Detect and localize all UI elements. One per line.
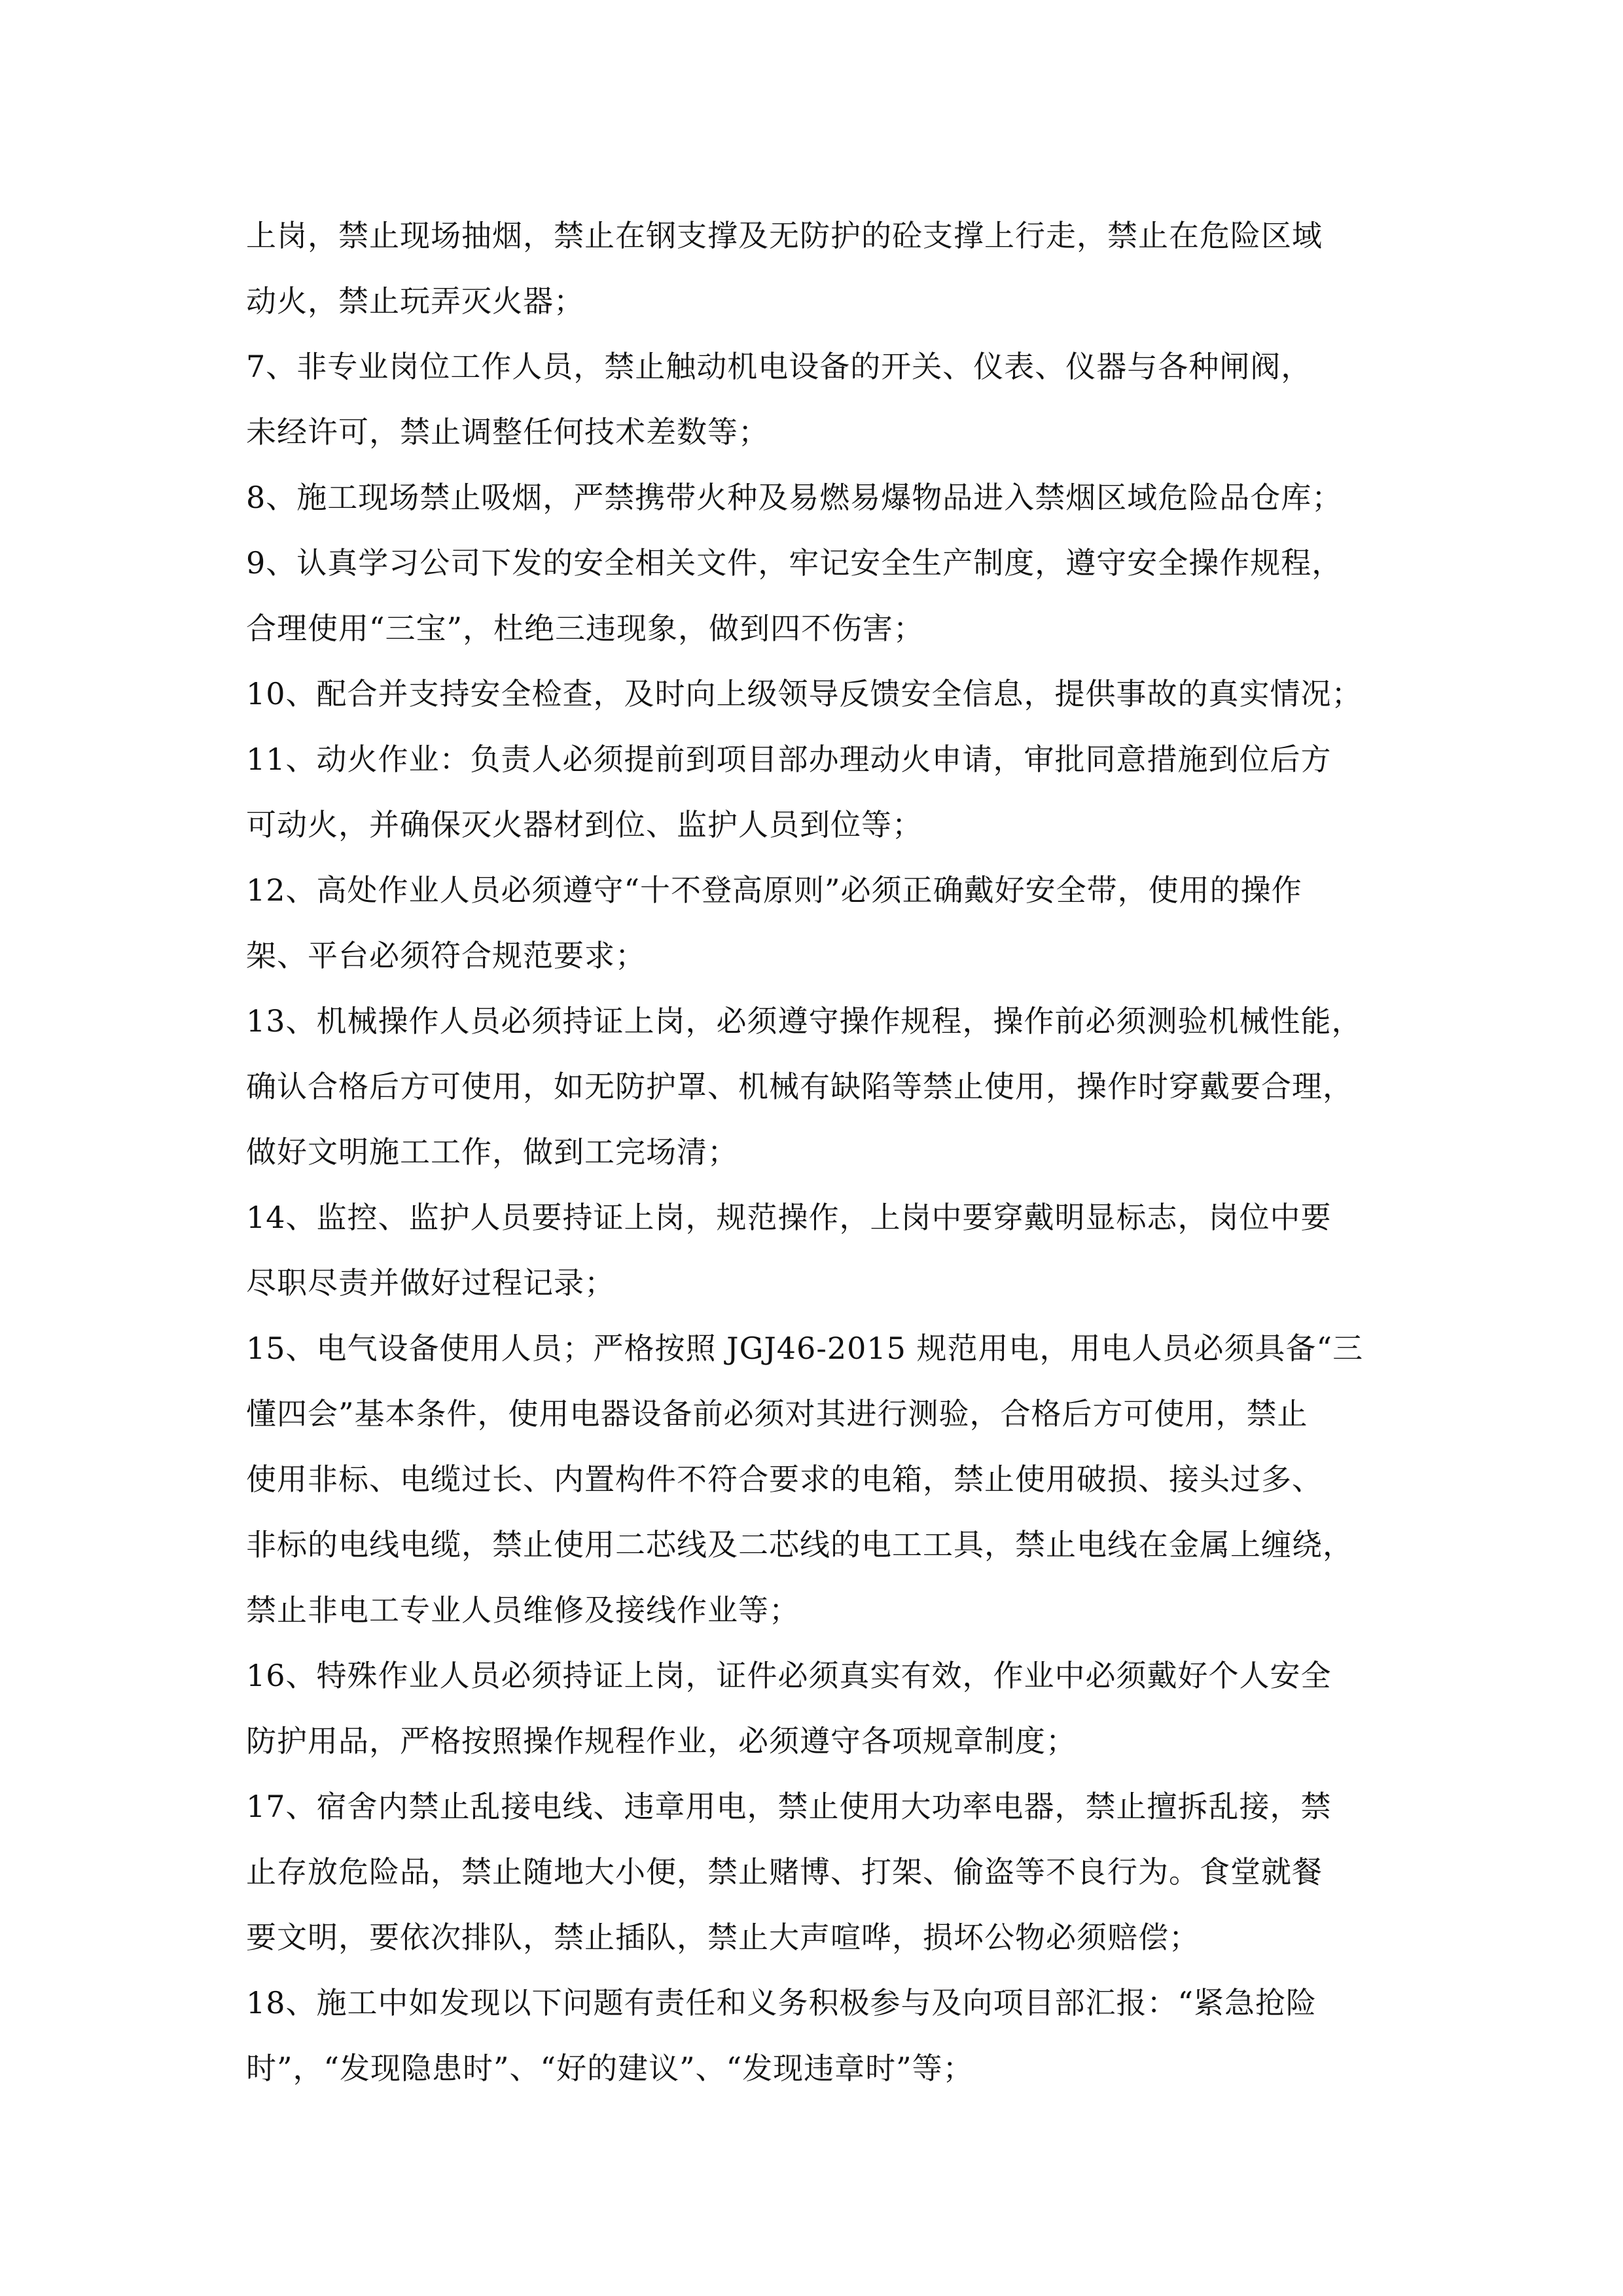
text-line: 13、机械操作人员必须持证上岗，必须遵守操作规程，操作前必须测验机械性能， — [246, 1003, 1363, 1039]
text-line: 要文明，要依次排队，禁止插队，禁止大声喧哗，损坏公物必须赔偿； — [246, 1920, 1200, 1955]
text-line: 合理使用“三宝”，杜绝三违现象，做到四不伤害； — [246, 611, 925, 646]
text-line: 14、监控、监护人员要持证上岗，规范操作，上岗中要穿戴明显标志，岗位中要 — [246, 1200, 1332, 1235]
text-line: 做好文明施工工作，做到工完场清； — [246, 1134, 738, 1170]
text-line: 禁止非电工专业人员维修及接线作业等； — [246, 1592, 800, 1628]
text-line: 10、配合并支持安全检查，及时向上级领导反馈安全信息，提供事故的真实情况； — [246, 676, 1363, 711]
text-line: 8、施工现场禁止吸烟，严禁携带火种及易燃易爆物品进入禁烟区域危险品仓库； — [246, 480, 1343, 515]
text-line: 时”，“发现隐患时”、“好的建议”、“发现违章时”等； — [246, 2051, 974, 2086]
text-line: 17、宿舍内禁止乱接电线、违章用电，禁止使用大功率电器，禁止擅拆乱接，禁 — [246, 1789, 1332, 1824]
text-line: 动火，禁止玩弄灭火器； — [246, 283, 584, 319]
text-line: 可动火，并确保灭火器材到位、监护人员到位等； — [246, 807, 923, 842]
text-line: 防护用品，严格按照操作规程作业，必须遵守各项规章制度； — [246, 1723, 1077, 1759]
text-line: 止存放危险品，禁止随地大小便，禁止赌博、打架、偷盗等不良行为。食堂就餐 — [246, 1854, 1323, 1890]
text-line: 懂四会”基本条件，使用电器设备前必须对其进行测验，合格后方可使用，禁止 — [246, 1396, 1308, 1431]
text-line: 7、非专业岗位工作人员，禁止触动机电设备的开关、仪表、仪器与各种闸阀， — [246, 349, 1312, 384]
text-line: 尽职尽责并做好过程记录； — [246, 1265, 615, 1300]
document-body — [246, 203, 1398, 2101]
text-line: 11、动火作业：负责人必须提前到项目部办理动火申请，审批同意措施到位后方 — [246, 742, 1332, 777]
text-line: 16、特殊作业人员必须持证上岗，证件必须真实有效，作业中必须戴好个人安全 — [246, 1658, 1332, 1693]
text-line: 架、平台必须符合规范要求； — [246, 938, 646, 973]
text-line: 未经许可，禁止调整任何技术差数等； — [246, 414, 769, 450]
text-line: 确认合格后方可使用，如无防护罩、机械有缺陷等禁止使用，操作时穿戴要合理， — [246, 1069, 1353, 1104]
text-line: 9、认真学习公司下发的安全相关文件，牢记安全生产制度，遵守安全操作规程， — [246, 545, 1343, 581]
text-line: 使用非标、电缆过长、内置构件不符合要求的电箱，禁止使用破损、接头过多、 — [246, 1462, 1323, 1497]
text-line: 非标的电线电缆，禁止使用二芯线及二芯线的电工工具，禁止电线在金属上缠绕， — [246, 1527, 1353, 1562]
text-line: 18、施工中如发现以下问题有责任和义务积极参与及向项目部汇报：“紧急抢险 — [246, 1985, 1317, 2020]
text-line: 上岗，禁止现场抽烟，禁止在钢支撑及无防护的砼支撑上行走，禁止在危险区域 — [246, 218, 1323, 253]
text-line: 15、电气设备使用人员；严格按照 JGJ46-2015 规范用电，用电人员必须具备“三 — [246, 1331, 1364, 1366]
text-line: 12、高处作业人员必须遵守“十不登高原则”必须正确戴好安全带，使用的操作 — [246, 872, 1302, 908]
